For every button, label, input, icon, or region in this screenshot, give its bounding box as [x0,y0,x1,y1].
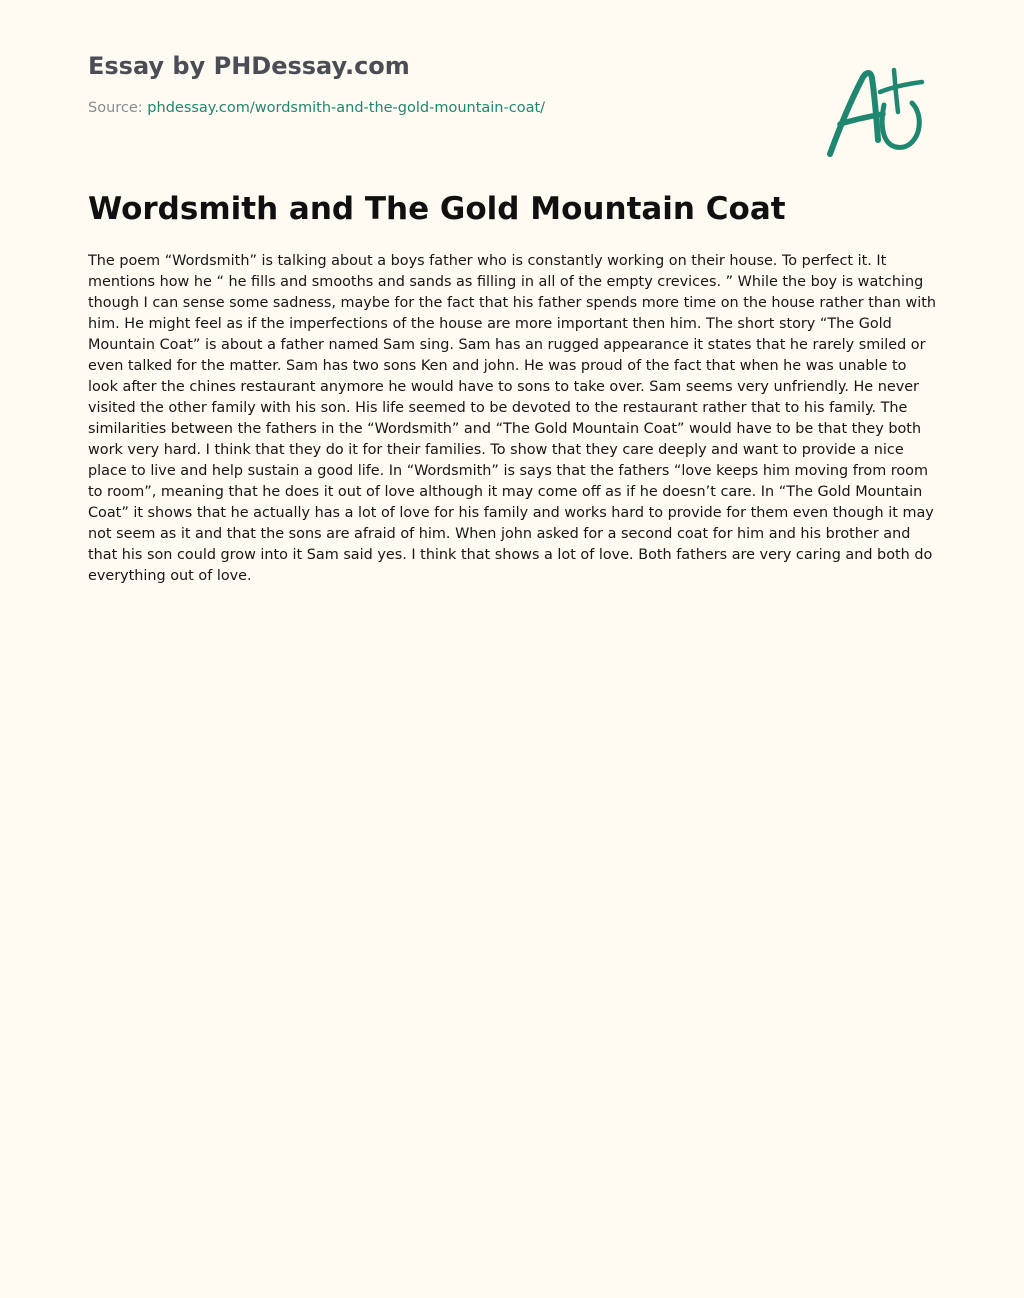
source-label: Source: [88,100,148,116]
site-header [88,50,688,118]
source-link[interactable]: phdessay.com/wordsmith-and-the-gold-mountain-coat/ [147,100,546,116]
site-title: Essay by PHDessay.com [88,52,410,80]
essay-title: Wordsmith and The Gold Mountain Coat [88,191,786,227]
a-plus-grade-icon [818,62,930,162]
essay-body: The poem “Wordsmith” is talking about a boys father who is constantly working on their house. To perfect it. It mentions how he “ he fills and smooths and sands as filling in all of the empty crevices. ” While the boy is watching though I can sense some sadness, maybe for the fact that his father spends more time on the house rather than with him. He might feel as if the imperfections of the house are more important then him. The short story “The Gold Mountain Coat” is about a father named Sam sing. Sam has an rugged appearance it states that he rarely smiled or even talked for the matter. Sam has two sons Ken and john. He was proud of the fact that when he was unable to look after the chines restaurant anymore he would have to sons to take over. Sam seems very unfriendly. He never visited the other family with his son. His life seemed to be devoted to the restaurant rather that to his family. The similarities between the fathers in the “Wordsmith” and “The Gold Mountain Coat” would have to be that they both work very hard. I think that they do it for their families. To show that they care deeply and want to provide a nice place to live and help sustain a good life. In “Wordsmith” is says that the fathers “love keeps him moving from room to room”, meaning that he does it out of love although it may come off as if he doesn’t care. In “The Gold Mountain Coat” it shows that he actually has a lot of love for his family and works hard to provide for them even though it may not seem as it and that the sons are afraid of him. When john asked for a second coat for him and his brother and that his son could grow into it Sam said yes. I think that shows a lot of love. Both fathers are very caring and both do everything out of love. [88,253,937,584]
source-line [88,98,688,118]
